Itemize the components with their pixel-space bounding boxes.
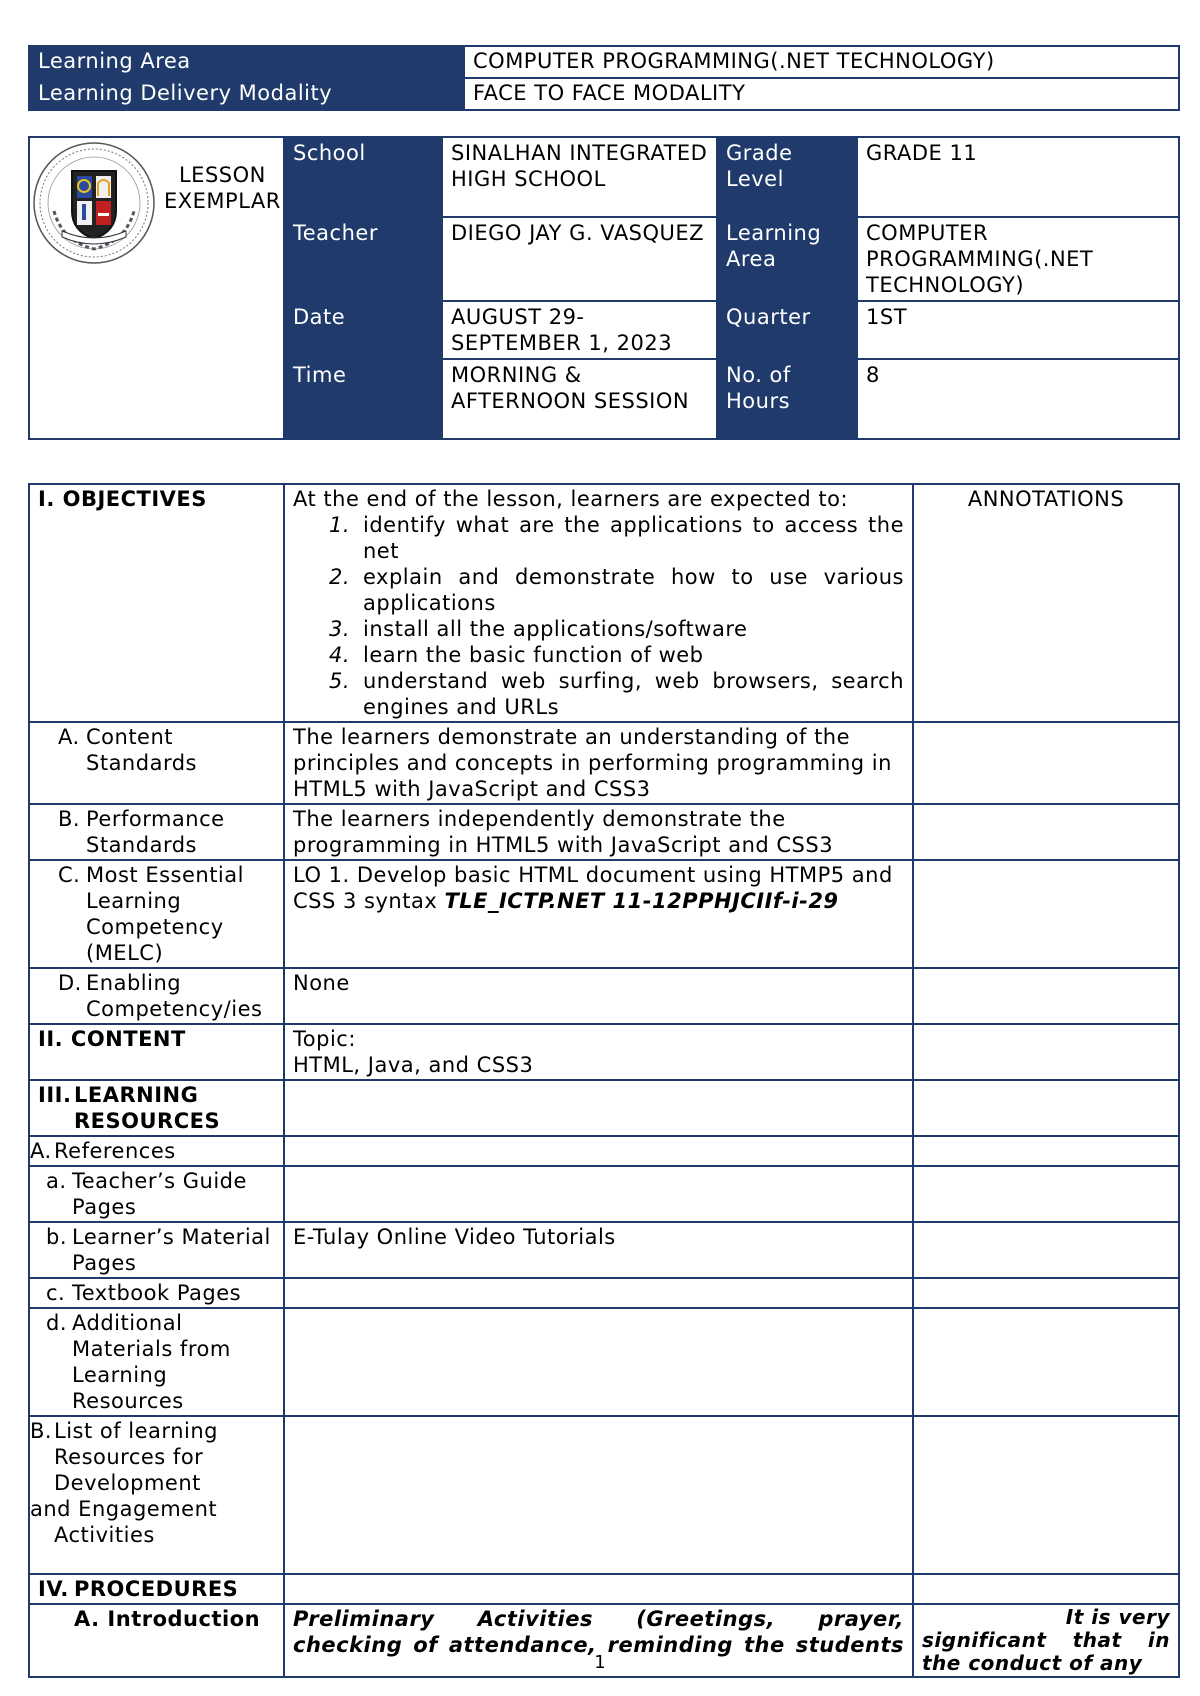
content-standards-text: The learners demonstrate an understanding of the principles and concepts in performing programming in HTML5 with JavaScript and CSS3	[284, 722, 913, 804]
learning-area-value: COMPUTER PROGRAMMING(.NET TECHNOLOGY)	[464, 46, 1179, 78]
school-seal-icon	[32, 141, 156, 265]
annotation-cell	[913, 1574, 1179, 1604]
performance-standards-label: B. Performance Standards	[29, 804, 284, 860]
quarter-label: Quarter	[717, 301, 857, 359]
annotation-cell	[913, 1222, 1179, 1278]
area-label: Learning Area	[717, 217, 857, 301]
time-value: MORNING & AFTERNOON SESSION	[442, 359, 717, 439]
area-value: COMPUTER PROGRAMMING(.NET TECHNOLOGY)	[857, 217, 1179, 301]
enabling-competency-text: None	[284, 968, 913, 1024]
empty-cell	[284, 1574, 913, 1604]
content-standards-label: A. Content Standards	[29, 722, 284, 804]
textbook-pages-label: c. Textbook Pages	[29, 1278, 284, 1308]
list-item: 4. learn the basic function of web	[329, 643, 704, 667]
quarter-value: 1ST	[857, 301, 1179, 359]
date-label: Date	[284, 301, 442, 359]
additional-materials-label: d. Additional Materials from Learning Resources	[29, 1308, 284, 1416]
empty-cell	[284, 1416, 913, 1574]
lesson-title-line2: EXEMPLAR	[164, 189, 281, 213]
resources-heading: III. LEARNING RESOURCES	[29, 1080, 284, 1136]
annotation-cell	[913, 1416, 1179, 1574]
objectives-intro: At the end of the lesson, learners are expected to:	[293, 487, 849, 511]
annotation-cell	[913, 1308, 1179, 1416]
melc-code: TLE_ICTP.NET 11-12PPHJCIIf-i-29	[444, 889, 839, 913]
learners-material-label: b. Learner’s Material Pages	[29, 1222, 284, 1278]
list-item: 5. understand web surfing, web browsers, search engines and URLs	[329, 669, 904, 719]
procedures-heading: IV. PROCEDURES	[29, 1574, 284, 1604]
learning-area-label: Learning Area	[29, 46, 464, 78]
lesson-title-line1: LESSON	[178, 163, 266, 187]
hours-label: No. of Hours	[717, 359, 857, 439]
modality-value: FACE TO FACE MODALITY	[464, 78, 1179, 110]
list-item: 3. install all the applications/software	[329, 617, 748, 641]
performance-standards-text: The learners independently demonstrate the programming in HTML5 with JavaScript and CSS3	[284, 804, 913, 860]
annotation-cell	[913, 804, 1179, 860]
learning-resources-list-label: B. List of learning Resources for Development and Engagement Activities	[29, 1416, 284, 1574]
header-table	[28, 45, 1180, 111]
references-label: A. References	[29, 1136, 284, 1166]
time-label: Time	[284, 359, 442, 439]
melc-label: C. Most Essential Learning Competency (MELC)	[29, 860, 284, 968]
school-value: SINALHAN INTEGRATED HIGH SCHOOL	[442, 137, 717, 217]
introduction-label: A. Introduction	[29, 1604, 284, 1677]
lesson-table	[28, 483, 1180, 1678]
teacher-value: DIEGO JAY G. VASQUEZ	[442, 217, 717, 301]
empty-cell	[284, 1166, 913, 1222]
annotation-cell	[913, 1080, 1179, 1136]
info-table	[28, 136, 1180, 440]
objectives-cell	[284, 484, 913, 722]
annotation-cell	[913, 968, 1179, 1024]
annotation-cell	[913, 1136, 1179, 1166]
annotation-cell	[913, 1166, 1179, 1222]
empty-cell	[284, 1308, 913, 1416]
empty-cell	[284, 1080, 913, 1136]
content-topic: Topic: HTML, Java, and CSS3	[284, 1024, 913, 1080]
content-heading: II. CONTENT	[29, 1024, 284, 1080]
teachers-guide-label: a. Teacher’s Guide Pages	[29, 1166, 284, 1222]
date-value: AUGUST 29-SEPTEMBER 1, 2023	[442, 301, 717, 359]
page-number: 1	[594, 1652, 606, 1673]
empty-cell	[284, 1136, 913, 1166]
introduction-text: Preliminary Activities (Greetings, prayer, checking of attendance, reminding the students	[284, 1604, 913, 1677]
annotation-cell	[913, 1024, 1179, 1080]
introduction-annotation: It is very significant that in the conduct of any	[913, 1604, 1179, 1677]
teacher-label: Teacher	[284, 217, 442, 301]
annotation-cell	[913, 860, 1179, 968]
grade-value: GRADE 11	[857, 137, 1179, 217]
logo-title-cell	[29, 137, 284, 439]
hours-value: 8	[857, 359, 1179, 439]
empty-cell	[284, 1278, 913, 1308]
objectives-heading: I. OBJECTIVES	[29, 484, 284, 722]
annotation-cell	[913, 722, 1179, 804]
modality-label: Learning Delivery Modality	[29, 78, 464, 110]
learners-material-value: E-Tulay Online Video Tutorials	[284, 1222, 913, 1278]
melc-text: LO 1. Develop basic HTML document using HTMP5 and CSS 3 syntax TLE_ICTP.NET 11-12PPHJCIIf-i-29	[284, 860, 913, 968]
list-item: 2. explain and demonstrate how to use various applications	[329, 565, 904, 615]
school-label: School	[284, 137, 442, 217]
grade-label: Grade Level	[717, 137, 857, 217]
objectives-list	[293, 512, 904, 720]
annotation-cell	[913, 1278, 1179, 1308]
list-item: 1. identify what are the applications to access the net	[329, 513, 904, 563]
enabling-competency-label: D. Enabling Competency/ies	[29, 968, 284, 1024]
annotations-heading: ANNOTATIONS	[913, 484, 1179, 722]
